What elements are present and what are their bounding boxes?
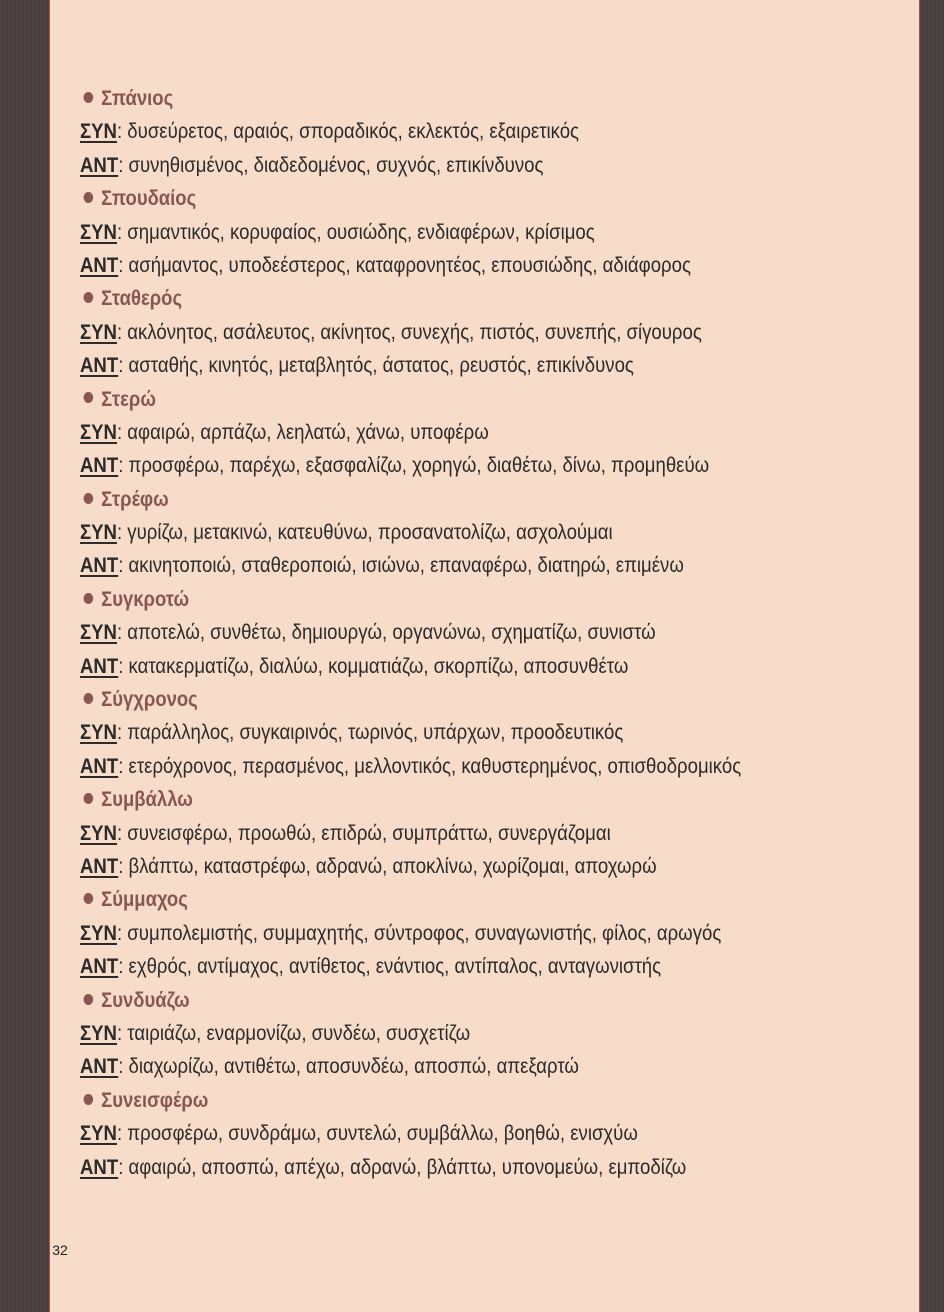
entry [80, 282, 900, 382]
separator: : [116, 120, 128, 144]
synonyms-line [80, 716, 806, 749]
headword-text: Σύμμαχος [101, 888, 188, 912]
entry [80, 883, 900, 983]
syn-label: ΣΥΝ [80, 1021, 117, 1045]
ant-label: ΑΝΤ [80, 253, 119, 277]
synonyms-line [80, 817, 806, 850]
entry [80, 783, 900, 883]
entry [80, 583, 900, 683]
antonyms-line [80, 950, 806, 983]
ant-label: ΑΝΤ [80, 955, 119, 979]
headword [80, 182, 802, 215]
headword-text: Σταθερός [101, 287, 183, 311]
bullet-icon [84, 893, 94, 904]
antonyms-text: ετερόχρονος, περασμένος, μελλοντικός, καθυστερημένος, οπισθοδρομικός [128, 754, 742, 778]
synonyms-line [80, 616, 806, 649]
antonyms-text: βλάπτω, καταστρέφω, αδρανώ, αποκλίνω, χωρίζομαι, αποχωρώ [128, 854, 657, 878]
headword [80, 82, 802, 115]
entry [80, 182, 900, 282]
left-binding-strip [0, 0, 50, 1312]
separator: : [118, 1055, 129, 1079]
separator: : [118, 1155, 129, 1179]
syn-label: ΣΥΝ [80, 1122, 117, 1146]
bullet-icon [84, 693, 94, 704]
separator: : [116, 1021, 128, 1045]
headword [80, 282, 802, 315]
antonyms-text: ασταθής, κινητός, μεταβλητός, άστατος, ρευστός, επικίνδυνος [128, 354, 634, 378]
entry [80, 984, 900, 1084]
headword-text: Σπουδαίος [101, 187, 197, 211]
ant-label: ΑΝΤ [80, 854, 119, 878]
separator: : [116, 1122, 128, 1146]
headword [80, 383, 802, 416]
synonyms-line [80, 416, 806, 449]
antonyms-text: ακινητοποιώ, σταθεροποιώ, ισιώνω, επαναφέρω, διατηρώ, επιμένω [128, 554, 684, 578]
synonyms-line [80, 1117, 806, 1150]
headword-text: Συνδυάζω [101, 988, 190, 1012]
antonyms-line [80, 850, 806, 883]
synonyms-text: σημαντικός, κορυφαίος, ουσιώδης, ενδιαφέρων, κρίσιμος [127, 220, 595, 244]
antonyms-line [80, 349, 806, 382]
antonyms-text: διαχωρίζω, αντιθέτω, αποσυνδέω, αποσπώ, απεξαρτώ [128, 1055, 579, 1079]
syn-label: ΣΥΝ [80, 521, 117, 545]
synonyms-text: ακλόνητος, ασάλευτος, ακίνητος, συνεχής, πιστός, συνεπής, σίγουρος [127, 320, 702, 344]
syn-label: ΣΥΝ [80, 320, 117, 344]
antonyms-line [80, 650, 806, 683]
separator: : [116, 621, 128, 645]
headword-text: Σύγχρονος [101, 688, 198, 712]
antonyms-text: προσφέρω, παρέχω, εξασφαλίζω, χορηγώ, διαθέτω, δίνω, προμηθεύω [128, 454, 710, 478]
separator: : [116, 921, 128, 945]
synonyms-text: συνεισφέρω, προωθώ, επιδρώ, συμπράττω, συνεργάζομαι [127, 821, 611, 845]
separator: : [118, 253, 129, 277]
antonyms-line [80, 549, 806, 582]
syn-label: ΣΥΝ [80, 120, 117, 144]
synonyms-text: προσφέρω, συνδράμω, συντελώ, συμβάλλω, βοηθώ, ενισχύω [127, 1122, 638, 1146]
headword [80, 483, 802, 516]
separator: : [116, 521, 128, 545]
synonyms-line [80, 316, 806, 349]
ant-label: ΑΝΤ [80, 754, 119, 778]
ant-label: ΑΝΤ [80, 654, 119, 678]
synonyms-line [80, 516, 806, 549]
antonyms-line [80, 149, 806, 182]
separator: : [118, 754, 129, 778]
separator: : [118, 554, 129, 578]
synonyms-text: ταιριάζω, εναρμονίζω, συνδέω, συσχετίζω [127, 1021, 471, 1045]
syn-label: ΣΥΝ [80, 420, 117, 444]
ant-label: ΑΝΤ [80, 454, 119, 478]
synonyms-text: παράλληλος, συγκαιρινός, τωρινός, υπάρχων, προοδευτικός [127, 721, 624, 745]
synonyms-text: δυσεύρετος, αραιός, σποραδικός, εκλεκτός, εξαιρετικός [127, 120, 580, 144]
bullet-icon [84, 192, 94, 203]
syn-label: ΣΥΝ [80, 821, 117, 845]
bullet-icon [84, 1094, 94, 1105]
antonyms-text: συνηθισμένος, διαδεδομένος, συχνός, επικίνδυνος [128, 153, 544, 177]
ant-label: ΑΝΤ [80, 1055, 119, 1079]
bullet-icon [84, 92, 94, 103]
synonyms-line [80, 917, 806, 950]
page [50, 0, 919, 1312]
separator: : [116, 220, 128, 244]
headword-text: Συμβάλλω [101, 788, 193, 812]
headword [80, 984, 802, 1017]
entry [80, 483, 900, 583]
synonyms-text: αφαιρώ, αρπάζω, λεηλατώ, χάνω, υποφέρω [127, 420, 489, 444]
headword [80, 1084, 802, 1117]
separator: : [118, 654, 129, 678]
synonyms-text: συμπολεμιστής, συμμαχητής, σύντροφος, συναγωνιστής, φίλος, αρωγός [127, 921, 722, 945]
headword-text: Συνεισφέρω [101, 1088, 209, 1112]
headword [80, 583, 802, 616]
antonyms-line [80, 249, 806, 282]
entry [80, 683, 900, 783]
synonyms-text: αποτελώ, συνθέτω, δημιουργώ, οργανώνω, σχηματίζω, συνιστώ [127, 621, 656, 645]
ant-label: ΑΝΤ [80, 153, 119, 177]
synonym-antonym-list [80, 82, 900, 1184]
ant-label: ΑΝΤ [80, 354, 119, 378]
separator: : [118, 153, 129, 177]
synonyms-text: γυρίζω, μετακινώ, κατευθύνω, προσανατολίζω, ασχολούμαι [127, 521, 613, 545]
headword-text: Στερώ [101, 387, 156, 411]
entry [80, 1084, 900, 1184]
antonyms-line [80, 750, 806, 783]
separator: : [118, 854, 129, 878]
bullet-icon [84, 994, 94, 1005]
ant-label: ΑΝΤ [80, 1155, 119, 1179]
syn-label: ΣΥΝ [80, 220, 117, 244]
separator: : [118, 955, 129, 979]
headword [80, 783, 802, 816]
separator: : [118, 354, 129, 378]
bullet-icon [84, 292, 94, 303]
headword [80, 683, 802, 716]
antonyms-text: κατακερματίζω, διαλύω, κομματιάζω, σκορπίζω, αποσυνθέτω [128, 654, 629, 678]
separator: : [118, 454, 129, 478]
syn-label: ΣΥΝ [80, 921, 117, 945]
separator: : [116, 721, 128, 745]
page-number: 32 [50, 1240, 70, 1260]
headword-text: Συγκροτώ [101, 587, 190, 611]
bullet-icon [84, 493, 94, 504]
separator: : [116, 821, 128, 845]
headword-text: Στρέφω [101, 487, 169, 511]
antonyms-text: αφαιρώ, αποσπώ, απέχω, αδρανώ, βλάπτω, υπονομεύω, εμποδίζω [128, 1155, 687, 1179]
synonyms-line [80, 115, 806, 148]
headword [80, 883, 802, 916]
syn-label: ΣΥΝ [80, 621, 117, 645]
synonyms-line [80, 216, 806, 249]
headword-text: Σπάνιος [101, 87, 174, 110]
antonyms-line [80, 1050, 806, 1083]
bullet-icon [84, 392, 94, 403]
syn-label: ΣΥΝ [80, 721, 117, 745]
bullet-icon [84, 793, 94, 804]
ant-label: ΑΝΤ [80, 554, 119, 578]
separator: : [116, 420, 128, 444]
right-binding-strip [919, 0, 944, 1312]
antonyms-line [80, 449, 806, 482]
antonyms-line [80, 1151, 806, 1184]
bullet-icon [84, 593, 94, 604]
entry [80, 383, 900, 483]
separator: : [116, 320, 128, 344]
antonyms-text: ασήμαντος, υποδεέστερος, καταφρονητέος, επουσιώδης, αδιάφορος [128, 253, 691, 277]
entry [80, 82, 900, 182]
synonyms-line [80, 1017, 806, 1050]
antonyms-text: εχθρός, αντίμαχος, αντίθετος, ενάντιος, αντίπαλος, ανταγωνιστής [128, 955, 662, 979]
